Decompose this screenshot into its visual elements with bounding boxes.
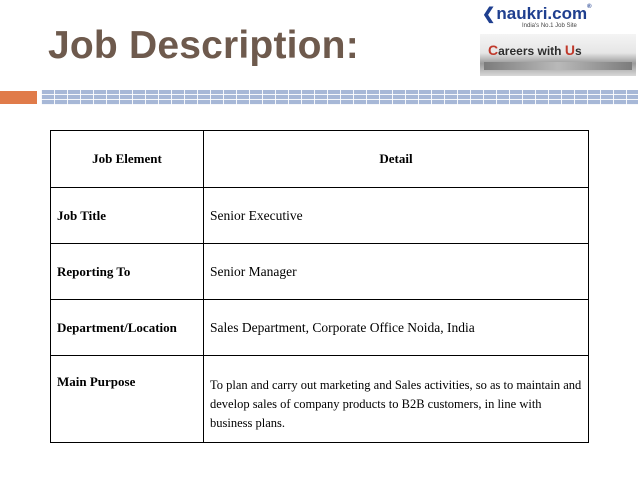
- registered-icon: ®: [587, 4, 592, 10]
- slogan-middle: areers with: [498, 44, 565, 58]
- logo-tagline: India's No.1 Job Site: [522, 23, 577, 29]
- row-element: Reporting To: [51, 244, 204, 300]
- row-detail: Senior Executive: [204, 188, 589, 244]
- row-element: Job Title: [51, 188, 204, 244]
- header-band-accent: [0, 91, 37, 104]
- logo-brand-text: naukri.com: [496, 4, 588, 23]
- logo-slogan-card: [480, 34, 636, 76]
- row-element: Main Purpose: [51, 356, 204, 443]
- header-job-element: Job Element: [51, 131, 204, 188]
- row-detail: Senior Manager: [204, 244, 589, 300]
- logo-stripe: [484, 62, 632, 70]
- naukri-logo: [478, 2, 638, 80]
- table-row: [51, 188, 589, 244]
- row-detail: Sales Department, Corporate Office Noida, India: [204, 300, 589, 356]
- row-detail: To plan and carry out marketing and Sales activities, so as to maintain and develop sales of company products to B2B customers, in line with business plans.: [204, 356, 589, 443]
- naukri-mark-icon: ❮: [482, 6, 496, 23]
- logo-slogan: [488, 42, 582, 58]
- slogan-end: s: [574, 44, 582, 58]
- page-title: Job Description:: [48, 24, 359, 67]
- header-detail: Detail: [204, 131, 589, 188]
- header-band-grid: [41, 90, 638, 105]
- slogan-u: U: [564, 42, 575, 58]
- table-row: [51, 300, 589, 356]
- table-row: [51, 244, 589, 300]
- row-element: Department/Location: [51, 300, 204, 356]
- table-row: [51, 356, 589, 443]
- table-header-row: [51, 131, 589, 188]
- slogan-c: C: [488, 42, 499, 58]
- job-description-table: [50, 130, 589, 443]
